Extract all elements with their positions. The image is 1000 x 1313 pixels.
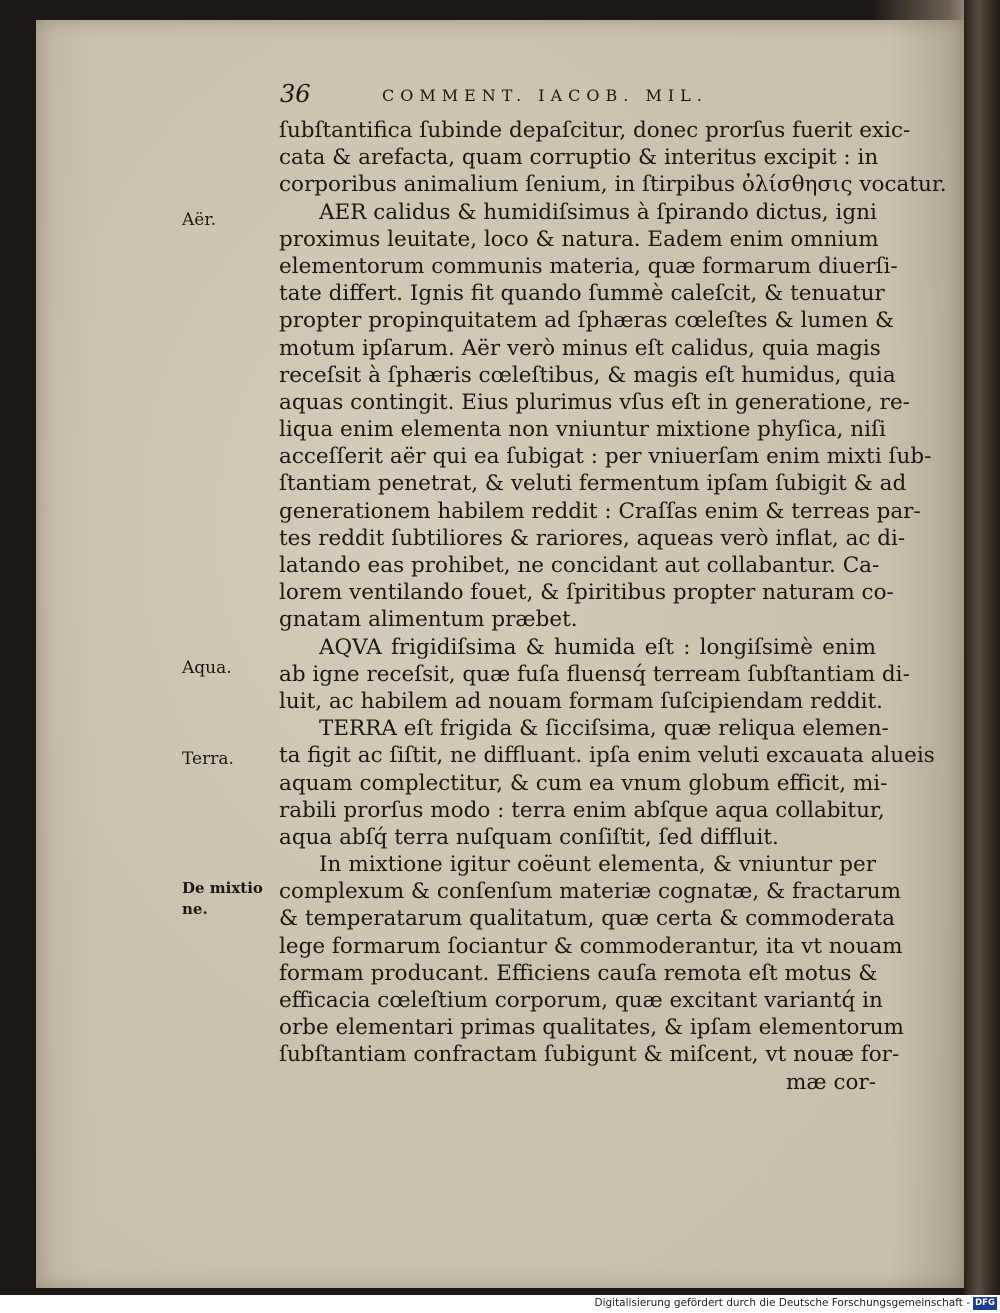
- text-line: tate differt. Ignis fit quando ſummè caleſcit, & tenuatur: [279, 281, 885, 307]
- text-line: ab igne receſsit, quæ fuſa fluensq́ terream ſubſtantiam di-: [279, 661, 910, 687]
- text-line: motum ipſarum. Aër verò minus eſt calidus, quia magis: [279, 335, 881, 361]
- funding-notice: Digitalisierung gefördert durch die Deutsche Forschungsgemeinschaft -: [594, 1297, 970, 1309]
- marginal-note-terra: Terra.: [182, 749, 234, 769]
- page-number: 36: [280, 80, 311, 108]
- marginal-note-aqua: Aqua.: [182, 658, 232, 678]
- text-line: TERRA eſt frigida & ſicciſsima, quæ reliqua elemen-: [319, 716, 889, 742]
- text-line: corporibus animalium ſenium, in ſtirpibus ὀλίσθησις vocatur.: [279, 172, 947, 198]
- page-header: [280, 82, 840, 116]
- text-line: AQVA frigidiſsima & humida eſt : longiſsimè enim: [319, 634, 876, 660]
- text-line: propter propinquitatem ad ſphæras cœleſtes & lumen &: [279, 308, 895, 334]
- text-line: proximus leuitate, loco & natura. Eadem enim omnium: [279, 226, 879, 252]
- text-line: tes reddit ſubtiliores & rariores, aqueas verò inflat, ac di-: [279, 525, 906, 551]
- text-line: formam producant. Efficiens cauſa remota eſt motus &: [279, 960, 878, 986]
- text-line: receſsit à ſphæris cœleſtibus, & magis eſt humidus, quia: [279, 362, 896, 388]
- text-line: luit, ac habilem ad nouam formam ſuſcipiendam reddit.: [279, 688, 883, 714]
- marginal-note-de-mixtione-line-2: ne.: [182, 900, 208, 918]
- text-line: gnatam alimentum præbet.: [279, 607, 578, 633]
- text-line: latando eas prohibet, ne concidant aut collabantur. Ca-: [279, 553, 880, 578]
- text-line: lege formarum ſociantur & commoderantur, ita vt nouam: [279, 933, 903, 959]
- text-line: lorem ventilando fouet, & ſpiritibus propter naturam co-: [279, 580, 894, 606]
- text-line: aqua abſq́ terra nuſquam conſiſtit, ſed diffluit.: [279, 824, 779, 850]
- viewer-footer: [0, 1295, 1000, 1313]
- text-line: elementorum communis materia, quæ formarum diuerſi-: [279, 253, 898, 279]
- text-line: ſtantiam penetrat, & veluti fermentum ipſam ſubigit & ad: [279, 471, 907, 497]
- text-line: cata & arefacta, quam corruptio & interitus excipit : in: [279, 145, 879, 171]
- text-line: liqua enim elementa non vniuntur mixtione phyſica, niſi: [279, 417, 886, 443]
- text-line: ta figit ac ſiſtit, ne diffluant. ipſa enim veluti excauata alueis: [279, 743, 935, 769]
- catchword: mæ cor-: [786, 1069, 876, 1095]
- text-line: aquam complectitur, & cum ea vnum globum efficit, mi-: [279, 770, 888, 796]
- text-line: AER calidus & humidiſsimus à ſpirando dictus, igni: [319, 199, 877, 225]
- text-line: complexum & conſenſum materiæ cognatæ, & fractarum: [279, 879, 902, 905]
- text-line: ſubſtantiam confractam ſubigunt & miſcent, vt nouæ for-: [279, 1042, 900, 1068]
- body-text: [279, 117, 947, 1096]
- text-line: aquas contingit. Eius plurimus vſus eſt in generatione, re-: [279, 389, 910, 415]
- text-line: & temperatarum qualitatum, quæ certa & commoderata: [279, 906, 895, 932]
- text-line: In mixtione igitur coëunt elementa, & vniuntur per: [319, 852, 876, 878]
- text-line: ſubſtantifica ſubinde depaſcitur, donec prorſus fuerit exic-: [279, 118, 911, 143]
- marginal-note-aer: Aër.: [182, 210, 216, 230]
- text-line: generationem habilem reddit : Craſſas enim & terreas par-: [279, 498, 921, 524]
- text-line: rabili prorſus modo : terra enim abſque aqua collabitur,: [279, 797, 885, 823]
- marginal-note-de-mixtione-line-1: De mixtio: [182, 879, 263, 897]
- text-line: efficacia cœleſtium corporum, quæ excitant variantq́ in: [279, 988, 883, 1013]
- dfg-logo[interactable]: DFG: [973, 1297, 997, 1310]
- text-line: orbe elementari primas qualitates, & ipſam elementorum: [279, 1015, 904, 1041]
- text-line: acceſſerit aër qui ea ſubigat : per vniuerſam enim mixti ſub-: [279, 444, 932, 470]
- running-head: COMMENT. IACOB. MIL.: [382, 86, 708, 105]
